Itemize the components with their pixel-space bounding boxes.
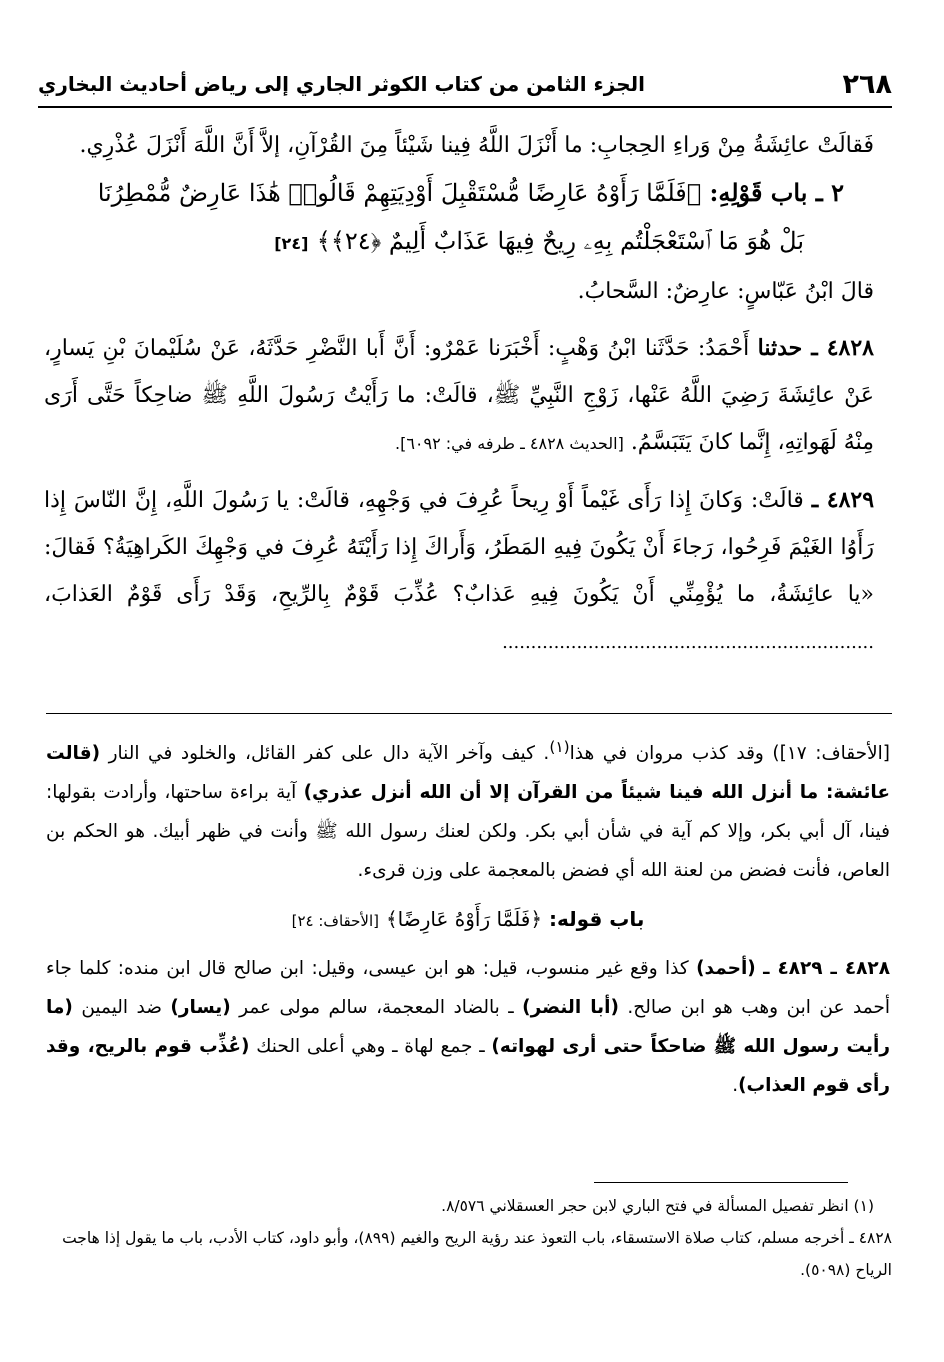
commentary-quote: (أبا النضر) bbox=[522, 997, 619, 1019]
footnote-divider bbox=[594, 1182, 848, 1183]
page-number: ٢٦٨ bbox=[842, 68, 892, 100]
header-divider bbox=[38, 106, 892, 108]
hadith-4828 bbox=[44, 325, 874, 467]
chapter-verse-line-2: بَلْ هُوَ مَا ٱسْتَعْجَلْتُم بِهِۦ رِيحٌ فِيهَا عَذَابٌ أَلِيمٌ ﴿٢٤﴾﴾ bbox=[316, 227, 804, 255]
running-title: الجزء الثامن من كتاب الكوثر الجاري إلى رياض أحاديث البخاري bbox=[38, 72, 645, 96]
commentary-text: كذا وقع غير منسوب، قيل: هو ابن عيسى، وقيل: ابن صالح قال ابن منده: كلما جاء أحمد عن ابن وهب هو ابن صالح. bbox=[46, 958, 890, 1019]
commentary-quote: (عُذِّب قوم بالريح، وقد رأى قوم العذاب) bbox=[46, 1036, 890, 1097]
continuation-dots: ................................................................. bbox=[502, 632, 874, 653]
footnote-marker: (١) bbox=[549, 738, 570, 756]
hadith-4828-text: أَحْمَدُ: حَدَّثَنا ابْنُ وَهْبٍ: أَخْبَرَنا عَمْرٌو: أَنَّ أَبا النَّضْرِ حَدَّثَهُ، عَنْ سُلَيْمانَ بْنِ يَسارٍ، عَنْ عائِشَةَ رَضِيَ اللَّهُ عَنْها، زَوْجِ النَّبِيِّ ﷺ، قالَتْ: ما رَأَيْتُ رَسُولَ اللَّهِ ﷺ ضاحِكاً حَتَّى أَرَى مِنْهُ لَهَواتِهِ، إِنَّما كانَ يَتَبَسَّمُ. bbox=[44, 336, 874, 455]
footnotes bbox=[46, 1190, 892, 1286]
bab-label: باب قوله: bbox=[549, 907, 645, 932]
commentary-paragraph-2 bbox=[46, 949, 890, 1105]
chapter-heading-cont bbox=[44, 217, 874, 268]
footnote-1: (١) انظر تفصيل المسألة في فتح الباري لابن حجر العسقلاني ٨/٥٧٦. bbox=[441, 1197, 874, 1215]
commentary-bab-heading bbox=[46, 900, 890, 941]
chapter-verse-line-1: ﴿فَلَمَّا رَأَوْهُ عَارِضًا مُّسْتَقْبِلَ أَوْدِيَتِهِمْ قَالُوا۟ هَٰذَا عَارِضٌ مُّمْطِرُنَا bbox=[97, 179, 702, 207]
chapter-label: ٢ ـ باب قَوْلِهِ: bbox=[709, 178, 844, 207]
hadith-4829-text: قالَتْ: وَكانَ إِذا رَأَى غَيْماً أَوْ رِيحاً عُرِفَ في وَجْهِهِ، قالَتْ: يا رَسُولَ اللَّهِ، إِنَّ النّاسَ إِذا رَأَوُا الغَيْمَ فَرِحُوا، رَجاءَ أَنْ يَكُونَ فِيهِ المَطَرُ، وَأَراكَ إِذا رَأَيْتَهُ عُرِفَ في وَجْهِكَ الكَراهِيَةُ؟ فَقالَ: «يا عائِشَةُ، ما يُؤْمِنِّي أَنْ يَكُونَ فِيهِ عَذابٌ؟ عُذِّبَ قَوْمٌ بِالرِّيحِ، وَقَدْ رَأَى قَوْمٌ العَذابَ، bbox=[44, 488, 874, 607]
hadith-4828-ref: [الحديث ٤٨٢٨ ـ طرفه في: ٦٠٩٢]. bbox=[394, 434, 624, 453]
commentary-text: ـ جمع لهاة ـ وهي أعلى الحنك bbox=[256, 1036, 485, 1058]
commentary-quote: (ما رأيت رسول الله ﷺ ضاحكاً حتى أرى لهواته) bbox=[46, 997, 890, 1058]
ibn-abbas-line: قالَ ابْنُ عَبّاسٍ: عارِضٌ: السَّحابُ. bbox=[577, 279, 874, 304]
footnote-2: ٤٨٢٨ ـ أخرجه مسلم، كتاب صلاة الاستسقاء، باب التعوذ عند رؤية الريح والغيم (٨٩٩)، وأبو داود، كتاب الأدب، باب ما يقول إذا هاجت الرياح (٥٠٩٨). bbox=[62, 1229, 892, 1279]
commentary-text: . كيف وآخر الآية دال على كفر القائل، والخلود في النار bbox=[108, 743, 550, 765]
commentary-text: [الأحقاف: ١٧]) وقد كذب مروان في هذا bbox=[569, 743, 890, 765]
commentary bbox=[46, 728, 890, 1105]
hadith-4828-label: ٤٨٢٨ ـ حدثنا bbox=[757, 335, 874, 361]
main-text bbox=[44, 122, 874, 666]
commentary-text: . bbox=[732, 1075, 739, 1097]
hadith-numbers: ٤٨٢٨ ـ ٤٨٢٩ ـ bbox=[763, 958, 890, 980]
commentary-divider bbox=[46, 713, 892, 714]
commentary-text: آية براءة ساحتها، وأرادت بقولها: فينا، آل أبي بكر، وإلا كم آية في شأن أبي بكر. ولكن لعنك رسول الله ﷺ وأنت في ظهر أبيك. هو الحكم بن العاص، فأنت فضض من لعنة الله أي فضض بالمعجمة على وزن قرىء. bbox=[46, 782, 890, 882]
commentary-paragraph-1 bbox=[46, 728, 890, 890]
hadith-4829-label: ٤٨٢٩ ـ bbox=[811, 487, 875, 513]
chapter-heading bbox=[44, 169, 874, 217]
bab-verse: ﴿فَلَمَّا رَأَوْهُ عَارِضًا﴾ bbox=[385, 907, 543, 932]
intro-line: فَقالَتْ عائِشَةُ مِنْ وَراءِ الحِجابِ: ما أَنْزَلَ اللَّهُ فِينا شَيْئاً مِنَ القُرْآنِ، إلاَّ أَنَّ اللَّهَ أَنْزَلَ عُذْرِي. bbox=[79, 133, 874, 158]
commentary-text: ـ بالضاد المعجمة، سالم مولى عمر bbox=[239, 997, 514, 1019]
commentary-quote: (قالت عائشة: ما أنزل الله فينا شيئاً من القرآن إلا أن الله أنزل عذري) bbox=[46, 743, 890, 804]
commentary-text: ضد اليمين bbox=[81, 997, 162, 1019]
hadith-4829 bbox=[44, 477, 874, 666]
commentary-quote: (يسار) bbox=[170, 997, 231, 1019]
chapter-verse-ref: [٢٤] bbox=[274, 234, 309, 253]
page-header bbox=[38, 62, 892, 106]
bab-ref: [الأحقاف: ٢٤] bbox=[291, 912, 379, 931]
commentary-quote: (أحمد) bbox=[696, 958, 756, 980]
